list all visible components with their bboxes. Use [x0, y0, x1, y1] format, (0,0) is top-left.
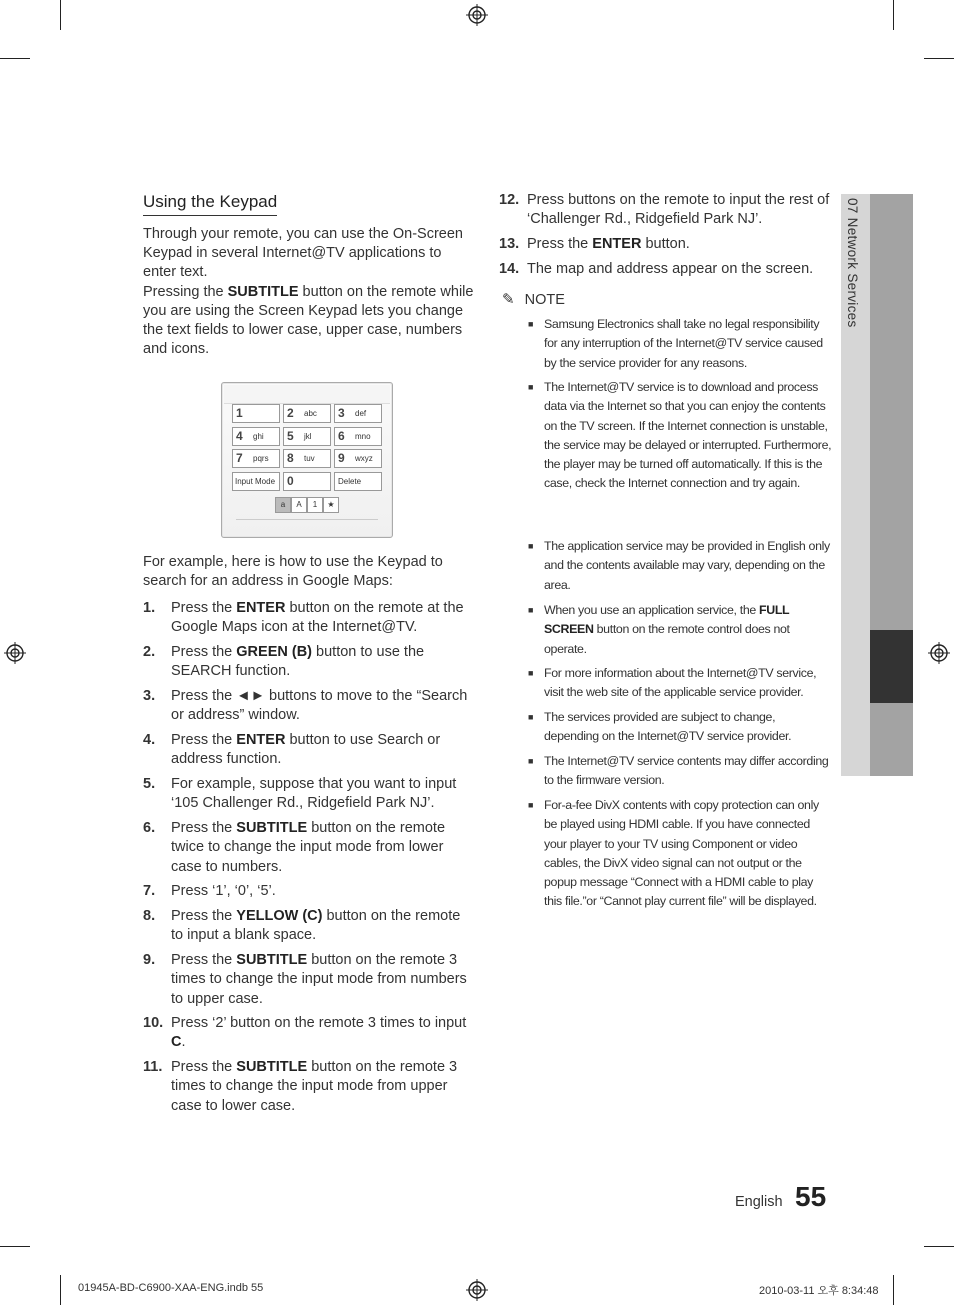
remote-key-name: ENTER: [592, 236, 642, 252]
registration-mark-icon: [4, 642, 26, 664]
step-text-part: Press the: [171, 600, 237, 616]
pencil-icon: ✎: [502, 291, 515, 308]
step-number: 9.: [143, 952, 156, 968]
key-0[interactable]: [283, 472, 331, 491]
step-text-part: Press ‘1’, ‘0’, ‘5’.: [171, 883, 276, 899]
key-letters: wxyz: [355, 454, 373, 463]
step-text-part: Press the: [171, 908, 237, 924]
input-mode-label: Input Mode: [235, 477, 276, 486]
step-text-part: button on the remote 3 times to change the input mode from upper case to lower case.: [171, 1059, 458, 1114]
step-text: [171, 687, 476, 726]
step-text: [171, 907, 476, 946]
section-title: Using the Keypad: [143, 192, 277, 216]
step-number: 6.: [143, 820, 156, 836]
key-digit: 8: [287, 451, 294, 465]
note-label: NOTE: [524, 292, 565, 308]
file-info: 01945A-BD-C6900-XAA-ENG.indb 55: [78, 1282, 264, 1294]
step-text-part: Press the ◄► buttons to move to the “Search or address” window.: [171, 688, 468, 724]
key-letters: jkl: [304, 432, 312, 441]
crop-mark: [60, 0, 61, 30]
keypad-divider: [236, 519, 378, 520]
step-text-part: button.: [641, 236, 690, 252]
bullet-icon: ■: [528, 382, 534, 392]
key-5[interactable]: [283, 427, 331, 446]
bullet-icon: ■: [528, 319, 534, 329]
step-number: 5.: [143, 776, 156, 792]
step-number: 12.: [499, 192, 520, 208]
key-digit: 5: [287, 429, 294, 443]
step-text-part: Press the: [171, 952, 237, 968]
note-text-part: The services provided are subject to change, depending on the Internet@TV service provider.: [544, 710, 792, 744]
key-digit: 1: [236, 406, 243, 420]
note-text-part: The Internet@TV service contents may differ according to the firmware version.: [544, 754, 829, 788]
crop-mark: [0, 1246, 30, 1247]
key-2[interactable]: [283, 404, 331, 423]
remote-key-name: SUBTITLE: [236, 952, 308, 968]
keypad-title-bar: [224, 385, 390, 404]
step-text-part: Press the: [527, 236, 593, 252]
step-number: 7.: [143, 883, 156, 899]
chapter-label: 07 Network Services: [845, 198, 860, 328]
key-0-digit: 0: [287, 474, 294, 488]
step-text-part: Press buttons on the remote to input the rest of ‘Challenger Rd., Ridgefield Park NJ’.: [527, 192, 830, 228]
step-number: 13.: [499, 236, 520, 252]
step-text: [171, 819, 476, 877]
step-number: 8.: [143, 908, 156, 924]
step-text-part: button to use the SEARCH function.: [171, 644, 425, 680]
note-text: [544, 537, 832, 595]
key-digit: 4: [236, 429, 243, 443]
step-text: [171, 643, 476, 682]
step-text: [171, 951, 476, 1009]
key-digit: 6: [338, 429, 345, 443]
remote-key-name: SUBTITLE: [236, 1059, 308, 1075]
registration-mark-icon: [466, 1279, 488, 1301]
intro-text-2-pre: Pressing the: [143, 283, 228, 300]
remote-key-name: GREEN (B): [236, 644, 313, 660]
step-number: 14.: [499, 261, 520, 277]
key-letters: mno: [355, 432, 371, 441]
input-mode-key[interactable]: [232, 472, 280, 491]
step-text-part: button on the remote 3 times to change the input mode from numbers to upper case.: [171, 952, 467, 1007]
key-8[interactable]: [283, 449, 331, 468]
step-text: [171, 882, 476, 901]
example-intro: For example, here is how to use the Keypad to search for an address in Google Maps:: [143, 554, 443, 590]
key-7[interactable]: [232, 449, 280, 468]
key-3[interactable]: [334, 404, 382, 423]
step-number: 2.: [143, 644, 156, 660]
key-digit: 2: [287, 406, 294, 420]
step-text-part: Press the: [171, 732, 237, 748]
bullet-icon: ■: [528, 800, 534, 810]
note-text: [544, 378, 832, 494]
print-timestamp: 2010-03-11 오후 8:34:48: [759, 1285, 879, 1297]
bullet-icon: ■: [528, 605, 534, 615]
step-text: [527, 191, 837, 230]
step-text-part: .: [181, 1034, 186, 1051]
note-text: [544, 315, 832, 373]
subtitle-key: SUBTITLE: [227, 283, 299, 300]
step-text: [171, 775, 476, 814]
intro-text-1: Through your remote, you can use the On-Screen Keypad in several Internet@TV applications to enter text.: [143, 226, 463, 281]
note-text: [544, 664, 832, 703]
key-digit: 3: [338, 406, 345, 420]
tab-bar: [870, 703, 913, 776]
language-label: English: [735, 1194, 783, 1210]
key-6[interactable]: [334, 427, 382, 446]
remote-key-name: C: [171, 1034, 182, 1051]
step-text-part: Press the: [171, 820, 237, 836]
step-text: [171, 731, 476, 770]
crop-mark: [893, 0, 894, 30]
step-number: 4.: [143, 732, 156, 748]
remote-key-name: FULL SCREEN: [544, 603, 790, 637]
note-text-part: The application service may be provided in English only and the contents available may vary, depending on the area.: [544, 539, 830, 592]
step-text-part: button to use Search or address function.: [171, 732, 441, 768]
crop-mark: [924, 58, 954, 59]
note-text: [544, 601, 832, 659]
tab-bar: [870, 194, 913, 630]
registration-mark-icon: [928, 642, 950, 664]
note-text: [544, 708, 832, 747]
key-9[interactable]: [334, 449, 382, 468]
remote-key-name: SUBTITLE: [236, 820, 308, 836]
step-text-part: Press the: [171, 644, 237, 660]
tab-marker-active: [870, 630, 913, 703]
note-text-part: button on the remote control does not operate.: [544, 622, 790, 656]
step-number: 3.: [143, 688, 156, 704]
mode-upper[interactable]: A: [291, 497, 307, 513]
crop-mark: [924, 1246, 954, 1247]
note-text-part: When you use an application service, the: [544, 603, 760, 617]
step-text-part: button on the remote at the Google Maps icon at the Internet@TV.: [171, 600, 464, 636]
step-text-part: For example, suppose that you want to input ‘105 Challenger Rd., Ridgefield Park NJ’.: [171, 776, 457, 812]
step-number: 1.: [143, 600, 156, 616]
step-text-part: The map and address appear on the screen.: [527, 261, 814, 277]
key-1[interactable]: [232, 404, 280, 423]
intro-text-2-post: button on the remote while you are using the Screen Keypad lets you change the text fields to lower case, upper case, numbers and icons.: [143, 283, 474, 358]
remote-key-name: YELLOW (C): [236, 908, 323, 924]
remote-key-name: ENTER: [236, 600, 286, 616]
step-text-part: Press the: [171, 1059, 237, 1075]
crop-mark: [60, 1275, 61, 1305]
remote-key-name: ENTER: [236, 732, 286, 748]
note-text: [544, 752, 832, 791]
step-text-part: button on the remote to input a blank space.: [171, 908, 461, 944]
mode-symbol[interactable]: ★: [323, 497, 339, 513]
key-letters: pqrs: [253, 454, 269, 463]
key-letters: tuv: [304, 454, 315, 463]
note-text-part: Samsung Electronics shall take no legal responsibility for any interruption of the Internet@TV service caused by the service provider for any reasons.: [544, 317, 823, 370]
step-text: [171, 1058, 476, 1116]
key-letters: ghi: [253, 432, 264, 441]
key-letters: abc: [304, 409, 317, 418]
step-text-part: Press ‘2’ button on the remote 3 times to input: [171, 1015, 467, 1031]
intro-paragraph: [143, 225, 478, 359]
note-heading: [502, 290, 565, 308]
note-text-part: For more information about the Internet@TV service, visit the web site of the applicable service provider.: [544, 666, 817, 700]
key-4[interactable]: [232, 427, 280, 446]
page-number: 55: [795, 1181, 827, 1212]
step-number: 10.: [143, 1015, 164, 1031]
step-text: [171, 1014, 476, 1053]
delete-key[interactable]: [334, 472, 382, 491]
bullet-icon: ■: [528, 668, 534, 678]
step-number: 11.: [143, 1059, 163, 1075]
note-text-part: For-a-fee DivX contents with copy protection can only be played using HDMI cable. If you have connected your player to your TV using Component or video cables, the DivX video signal can not output or the popup message “Connect with a HDMI cable to play this file.”or “Cannot play current file” will be displayed.: [544, 798, 819, 909]
crop-mark: [893, 1275, 894, 1305]
step-text: [527, 235, 837, 254]
step-text: [527, 260, 837, 279]
key-digit: 9: [338, 451, 345, 465]
note-text: [544, 796, 832, 912]
registration-mark-icon: [466, 4, 488, 26]
bullet-icon: ■: [528, 541, 534, 551]
bullet-icon: ■: [528, 712, 534, 722]
delete-label: Delete: [338, 477, 362, 486]
key-letters: def: [355, 409, 367, 418]
step-text-part: button on the remote twice to change the input mode from lower case to numbers.: [171, 820, 446, 875]
step-text: [171, 599, 476, 638]
bullet-icon: ■: [528, 756, 534, 766]
note-text-part: The Internet@TV service is to download and process data via the Internet so that you can enjoy the contents on the TV screen. If the Internet connection is unstable, the service may be delayed or interrupted. Furthermore, the player may be turned off automatically. If this is the case, check the Internet connection and try again.: [544, 380, 832, 491]
mode-number[interactable]: 1: [307, 497, 323, 513]
key-digit: 7: [236, 451, 243, 465]
mode-lower[interactable]: a: [275, 497, 291, 513]
crop-mark: [0, 58, 30, 59]
